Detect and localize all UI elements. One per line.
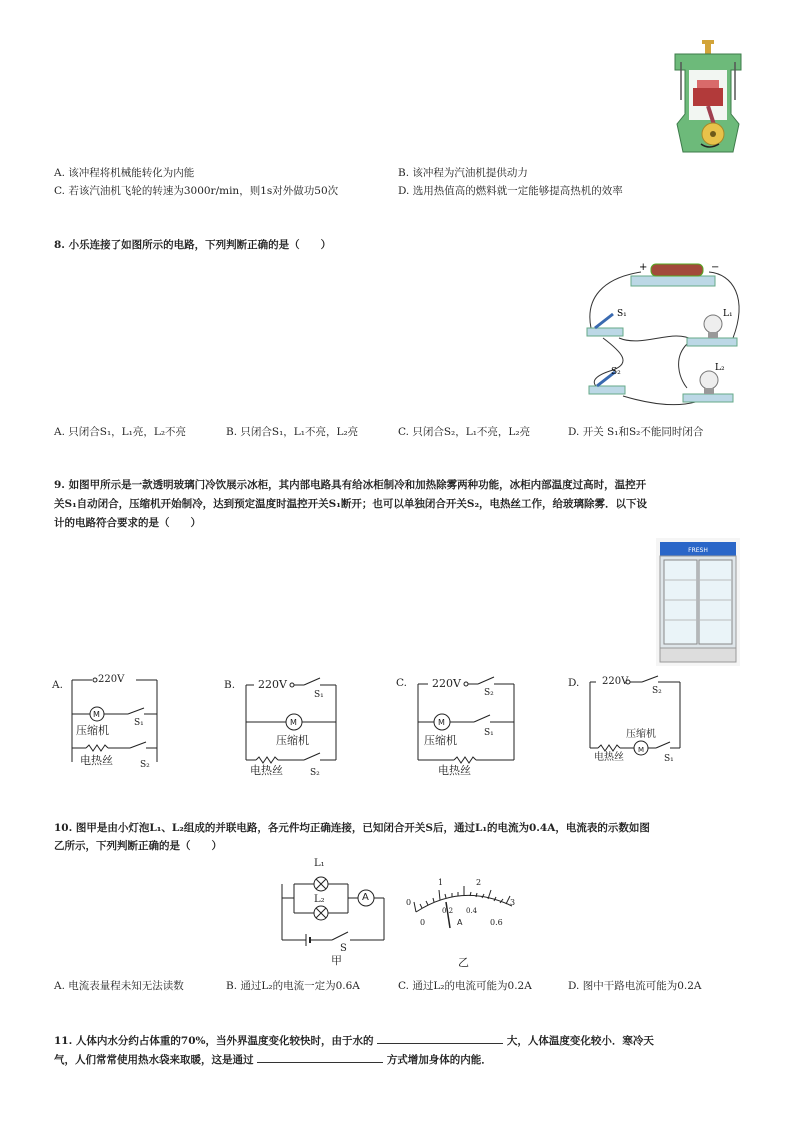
q11-text-1b: 大，人体温度变化较小．寒冷天 [506,1035,654,1047]
q8-option-a[interactable]: A. 只闭合S₁，L₁亮，L₂不亮 [54,426,187,438]
tick-bottom-0: 0 [420,918,426,927]
q10-stem-line2: 乙所示，下列判断正确的是（ ） [54,840,222,852]
motor-m: M [93,710,100,719]
switch-s1-label: S₁ [134,718,144,728]
q8-option-b[interactable]: B. 只闭合S₁，L₁不亮，L₂亮 [226,426,359,438]
switch-s1-label: S₁ [314,690,324,700]
ammeter-symbol: A [362,892,369,903]
q11-line2 [54,1052,492,1067]
switch-s2-label: S₂ [140,760,150,770]
q10-option-c[interactable]: C. 通过L₂的电流可能为0.2A [398,980,532,992]
q11-line1 [54,1033,654,1048]
q7-option-b[interactable]: B. 该冲程为汽油机提供动力 [398,167,528,179]
q8-stem: 8. 小乐连接了如图所示的电路，下列判断正确的是（ ） [54,239,332,251]
switch-s2-label: S₂ [652,686,662,696]
option-letter: D. [568,677,580,689]
q10-option-d[interactable]: D. 图中干路电流可能为0.2A [568,980,702,992]
switch-s1-label: S₁ [617,309,627,319]
q9-stem-line3: 计的电路符合要求的是（ ） [54,517,201,529]
heater-label: 电热丝 [250,764,283,777]
switch-s1-label: S₁ [484,728,494,738]
figure-caption-jia: 甲 [331,954,342,967]
motor-m: M [638,746,645,754]
q11-text-2b: 方式增加身体的内能． [386,1054,492,1066]
q7-option-c[interactable]: C. 若该汽油机飞轮的转速为3000r/min，则1s对外做功50次 [54,185,339,197]
tick-top-0: 0 [406,898,412,907]
q8-circuit-diagram [583,258,753,413]
compressor-label: 压缩机 [276,734,309,747]
q9-option-b[interactable] [224,672,349,784]
option-letter: B. [224,679,236,691]
tick-top-1: 1 [438,878,444,887]
tick-top-2: 2 [476,878,482,887]
compressor-label: 压缩机 [424,734,457,747]
heater-label: 电热丝 [80,754,113,767]
figure-caption-yi: 乙 [458,956,469,969]
q9-option-d[interactable] [568,672,693,772]
tick-top-3: 3 [510,898,516,907]
q9-option-a[interactable] [52,672,172,782]
voltage-label: 220V [258,678,287,691]
switch-s2-label: S₂ [611,367,621,377]
lamp-l2-label: L₂ [715,363,725,373]
q9-stem-line2: 关S₁自动闭合，压缩机开始制冷，达到预定温度时温控开关S₁断开；也可以单独闭合开关S₂，电热丝工作，给玻璃除雾．以下设 [54,498,648,510]
heater-label: 电热丝 [594,752,624,763]
q8-option-c[interactable]: C. 只闭合S₂，L₁不亮，L₂亮 [398,426,531,438]
tick-bottom-04: 0.4 [466,907,478,915]
voltage-label: 220V [602,676,629,687]
battery-plus: + [639,262,648,273]
display-fridge-image [656,538,740,666]
voltage-label: 220V [432,677,461,690]
q10-option-a[interactable]: A. 电流表量程未知无法读数 [54,980,184,992]
q10-figure-jia [280,856,390,971]
switch-s-label: S [340,943,347,954]
compressor-label: 压缩机 [626,729,656,740]
lamp-l2-label: L₂ [314,894,325,905]
q9-stem-line1: 9. 如图甲所示是一款透明玻璃门冷饮展示冰柜，其内部电路具有给冰柜制冷和加热除雾两种功能，冰柜内部温度过高时，温控开 [54,479,647,491]
heater-label: 电热丝 [438,764,471,777]
fridge-brand-text: FRESH [688,547,708,554]
q10-stem-line1: 10. 图甲是由小灯泡L₁、L₂组成的并联电路，各元件均正确连接，已知闭合开关S后，通过L₁的电流为0.4A，电流表的示数如图 [54,822,650,834]
option-letter: C. [396,677,407,689]
lamp-l1-label: L₁ [723,309,733,319]
battery-minus: − [711,262,720,273]
switch-s1-label: S₁ [664,754,674,764]
q7-option-d[interactable]: D. 选用热值高的燃料就一定能够提高热机的效率 [398,185,623,197]
compressor-label: 压缩机 [76,724,109,737]
tick-bottom-06: 0.6 [490,918,503,927]
q7-option-a[interactable]: A. 该冲程将机械能转化为内能 [54,167,195,179]
q11-text-2a: 气，人们常常使用热水袋来取暖，这是通过 [54,1054,254,1066]
lamp-l1-label: L₁ [314,858,325,869]
q8-option-d[interactable]: D. 开关 S₁和S₂不能同时闭合 [568,426,704,438]
q11-blank-1[interactable] [377,1033,503,1044]
q10-figure-yi [402,872,524,972]
unit-label: A [457,918,463,927]
q11-blank-2[interactable] [257,1052,383,1063]
switch-s2-label: S₂ [310,768,320,778]
motor-m: M [438,718,445,727]
q11-text-1a: 11. 人体内水分约占体重的70%，当外界温度变化较快时，由于水的 [54,1035,374,1047]
switch-s2-label: S₂ [484,688,494,698]
option-letter: A. [52,679,63,691]
voltage-label: 220V [98,674,125,685]
motor-m: M [290,718,297,727]
engine-diagram [673,40,743,155]
q10-option-b[interactable]: B. 通过L₂的电流一定为0.6A [226,980,360,992]
q9-option-c[interactable] [396,672,521,784]
tick-bottom-02: 0.2 [442,907,454,915]
